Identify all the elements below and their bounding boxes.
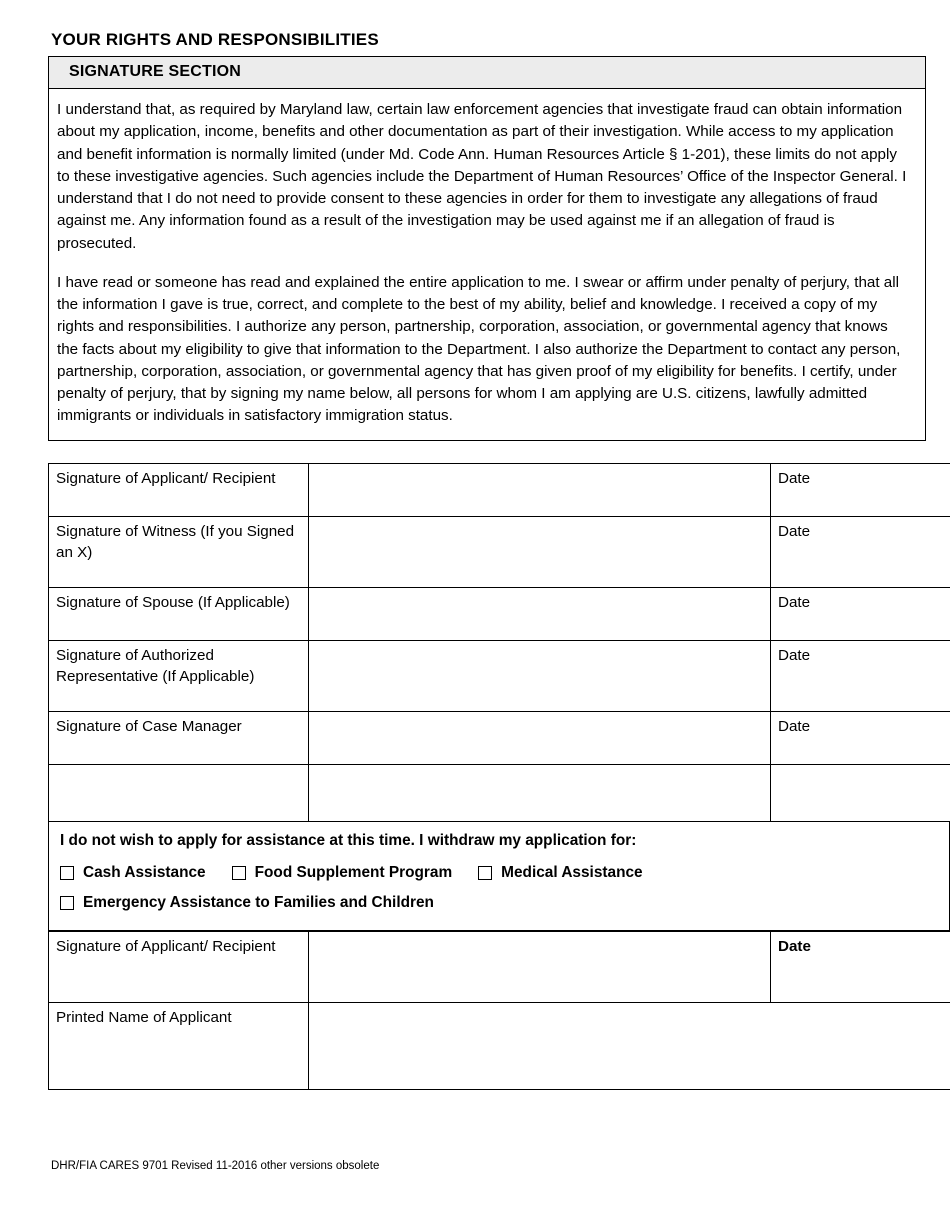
withdraw-options-row-1 <box>60 864 941 882</box>
table-row <box>49 1002 950 1089</box>
table-row <box>49 516 950 587</box>
date-label-applicant[interactable]: Date <box>771 463 950 516</box>
signature-label-authorized-rep: Signature of Authorized Representative (If Applicable) <box>49 640 309 711</box>
footer-text: DHR/FIA CARES 9701 Revised 11-2016 other versions obsolete <box>51 1160 380 1172</box>
printed-name-label: Printed Name of Applicant <box>49 1002 309 1089</box>
signature-field-applicant[interactable] <box>309 463 771 516</box>
table-row <box>49 463 950 516</box>
checkbox-icon[interactable] <box>232 866 246 880</box>
withdraw-options-row-2 <box>60 892 941 912</box>
withdraw-option-label: Medical Assistance <box>501 863 643 881</box>
date-field-blank[interactable] <box>771 764 950 821</box>
withdraw-option-medical-assistance[interactable] <box>478 864 642 882</box>
table-row <box>49 931 950 1002</box>
withdraw-signature-table <box>48 931 950 1090</box>
checkbox-icon[interactable] <box>60 896 74 910</box>
withdraw-title: I do not wish to apply for assistance at this time. I withdraw my application for: <box>60 831 637 849</box>
signature-field-authorized-rep[interactable] <box>309 640 771 711</box>
signature-field-case-manager[interactable] <box>309 711 771 764</box>
date-label-spouse[interactable]: Date <box>771 587 950 640</box>
table-row <box>49 587 950 640</box>
signature-label-blank <box>49 764 309 821</box>
withdraw-option-emergency-assistance[interactable] <box>60 894 434 912</box>
withdraw-signature-field[interactable] <box>309 931 771 1002</box>
table-row <box>49 711 950 764</box>
signature-field-spouse[interactable] <box>309 587 771 640</box>
table-row <box>49 640 950 711</box>
withdraw-option-cash-assistance[interactable] <box>60 864 206 882</box>
withdraw-option-food-supplement[interactable] <box>232 864 453 882</box>
date-label-case-manager[interactable]: Date <box>771 711 950 764</box>
section-header: SIGNATURE SECTION <box>48 56 926 89</box>
withdraw-section <box>48 822 950 931</box>
signature-field-blank[interactable] <box>309 764 771 821</box>
withdraw-date-label[interactable]: Date <box>771 931 950 1002</box>
withdraw-option-label: Emergency Assistance to Families and Children <box>83 893 434 911</box>
printed-name-field[interactable] <box>309 1002 950 1089</box>
rights-text-block <box>48 89 926 441</box>
signature-label-witness: Signature of Witness (If you Signed an X) <box>49 516 309 587</box>
signature-label-applicant: Signature of Applicant/ Recipient <box>49 463 309 516</box>
date-label-authorized-rep[interactable]: Date <box>771 640 950 711</box>
date-label-witness[interactable]: Date <box>771 516 950 587</box>
signature-label-case-manager: Signature of Case Manager <box>49 711 309 764</box>
withdraw-signature-label: Signature of Applicant/ Recipient <box>49 931 309 1002</box>
signature-label-spouse: Signature of Spouse (If Applicable) <box>49 587 309 640</box>
checkbox-icon[interactable] <box>478 866 492 880</box>
page-title: YOUR RIGHTS AND RESPONSIBILITIES <box>51 30 379 49</box>
withdraw-option-label: Cash Assistance <box>83 863 206 881</box>
signature-table <box>48 463 950 822</box>
checkbox-icon[interactable] <box>60 866 74 880</box>
paragraph-1: I understand that, as required by Maryland law, certain law enforcement agencies that investigate fraud can obtain information about my application, income, benefits and other documentation as part of their investigation. While access to my application and benefit information is normally limited (under Md. Code Ann. Human Resources Article § 1-201), these limits do not apply to these investigative agencies. Such agencies include the Department of Human Resources’ Office of the Inspector General. I understand that I do not need to provide consent to these agencies in order for them to investigate any allegations of fraud against me. Any information found as a result of the investigation may be used against me if an allegation of fraud is prosecuted. <box>57 101 907 252</box>
withdraw-option-label: Food Supplement Program <box>254 863 453 881</box>
table-row <box>49 764 950 821</box>
paragraph-2: I have read or someone has read and explained the entire application to me. I swear or affirm under penalty of perjury, that all the information I gave is true, correct, and complete to the best of my ability, belief and knowledge. I received a copy of my rights and responsibilities. I authorize any person, partnership, corporation, association, or governmental agency that knows the facts about my eligibility to give that information to the Department. I also authorize the Department to contact any person, partnership, corporation, association, or governmental agency that has given proof of my eligibility for benefits. I certify, under penalty of perjury, that by signing my name below, all persons for whom I am applying are U.S. citizens, lawfully admitted immigrants or individuals in satisfactory immigration status. <box>57 273 901 425</box>
signature-field-witness[interactable] <box>309 516 771 587</box>
